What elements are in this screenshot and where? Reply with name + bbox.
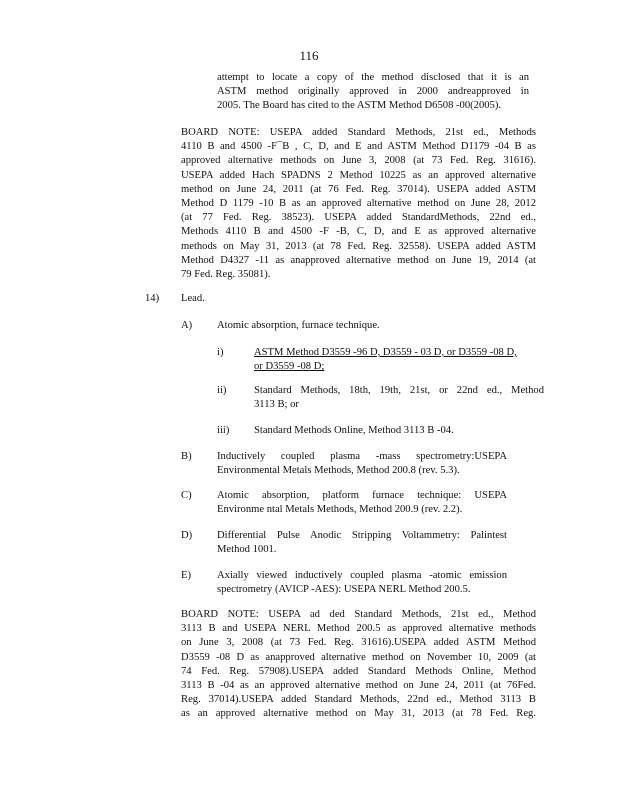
text-line: 4110 B and 4500 -F¯B , C, D, and E and ASTM Method D1179 -04 B as	[181, 141, 536, 153]
text-line: Standard Methods Online, Method 3113 B -04.	[254, 425, 454, 436]
board-note-lead	[181, 608, 536, 722]
text-line: Method D4327 -11 as anapproved alternative method on June 19, 2014 (at	[181, 254, 536, 266]
text-line: Method D 1179 -10 B as an approved alternative method on June 28, 2012	[181, 198, 536, 210]
sub-d-label: D)	[181, 530, 193, 541]
text-line: Methods 4110 B and 4500 -F -B, C, D, and E as approved alternative	[181, 226, 536, 238]
text-line: Standard Methods, 18th, 19th, 21st, or 22nd ed., Method	[254, 385, 544, 396]
text-line: Environme ntal Metals Methods, Method 200.9 (rev. 2.2).	[217, 504, 463, 516]
sub-a-label: A)	[181, 320, 193, 331]
text-line: 3113 B; or	[254, 399, 299, 411]
text-line: BOARD NOTE: USEPA added Standard Methods, 21st ed., Methods	[181, 127, 536, 138]
text-line: Environmental Metals Methods, Method 200.8 (rev. 5.3).	[217, 465, 460, 477]
sub-c-label: C)	[181, 490, 192, 501]
text-line: 2005. The Board has cited to the ASTM Method D6508 -00(2005).	[217, 100, 502, 112]
board-note-fluoride	[181, 126, 536, 282]
text-line: as an approved alternative method on May 31, 2013 (at 78 Fed. Reg.	[181, 708, 536, 720]
text-line: USEPA added Hach SPADNS 2 Method 10225 as an approved alternative	[181, 169, 536, 181]
text-line: Axially viewed inductively coupled plasma -atomic emission	[217, 570, 507, 581]
text-line: or D3559 -08 D;	[254, 361, 325, 373]
text-line: ASTM Method D3559 -96 D, D3559 - 03 D, or D3559 -08 D,	[254, 347, 517, 358]
text-line: Reg. 37014).USEPA added Standard Methods, 22nd ed., Method 3113 B	[181, 694, 536, 706]
sub-c-text	[217, 489, 507, 517]
sub-e-label: E)	[181, 570, 191, 581]
sub-b-text	[217, 450, 507, 478]
text-line: 3113 B and USEPA NERL Method 200.5 as approved alternative methods	[181, 623, 536, 635]
sub-d-text	[217, 529, 507, 557]
sub-a-i-label: i)	[217, 347, 224, 358]
sub-a-text: Atomic absorption, furnace technique.	[217, 320, 380, 331]
sub-e-text	[217, 569, 507, 597]
item-14-label: 14)	[145, 293, 160, 304]
text-line: Differential Pulse Anodic Stripping Voltammetry: Palintest	[217, 530, 507, 541]
text-line: Atomic absorption, platform furnace technique: USEPA	[217, 490, 507, 501]
text-line: approved alternative methods on June 3, 2008 (at 73 Fed. Reg. 31616).	[181, 155, 536, 167]
text-line: BOARD NOTE: USEPA ad ded Standard Methods, 21st ed., Method	[181, 609, 536, 620]
text-line: method on June 24, 2011 (at 76 Fed. Reg. 37014). USEPA added ASTM	[181, 183, 536, 195]
text-line: attempt to locate a copy of the method disclosed that it is an	[217, 72, 529, 83]
text-line: D3559 -08 D as anapproved alternative method on November 10, 2009 (at	[181, 651, 536, 663]
sub-a-iii-text	[254, 424, 544, 438]
text-line: 3113 B -04 as an approved alternative method on June 24, 2011 (at 76Fed.	[181, 680, 536, 692]
text-line: spectrometry (AVICP -AES): USEPA NERL Method 200.5.	[217, 584, 471, 596]
intro-paragraph	[217, 71, 529, 114]
sub-a-i-text	[254, 346, 544, 374]
sub-a-ii-text	[254, 384, 544, 412]
sub-b-label: B)	[181, 451, 192, 462]
sub-a-iii-label: iii)	[217, 425, 230, 436]
item-14-title: Lead.	[181, 293, 205, 304]
sub-a-ii-label: ii)	[217, 385, 227, 396]
text-line: on June 3, 2008 (at 73 Fed. Reg. 31616).USEPA added ASTM Method	[181, 637, 536, 649]
text-line: Method 1001.	[217, 544, 277, 556]
page-number: 116	[299, 48, 319, 63]
text-line: 74 Fed. Reg. 57908).USEPA added Standard Methods Online, Method	[181, 665, 536, 677]
text-line: methods on May 31, 2013 (at 78 Fed. Reg. 32558). USEPA added ASTM	[181, 240, 536, 252]
text-line: Inductively coupled plasma -mass spectrometry:USEPA	[217, 451, 507, 462]
text-line: ASTM method originally approved in 2000 andreapproved in	[217, 86, 529, 98]
text-line: (at 77 Fed. Reg. 38523). USEPA added StandardMethods, 22nd ed.,	[181, 212, 536, 224]
text-line: 79 Fed. Reg. 35081).	[181, 269, 271, 281]
